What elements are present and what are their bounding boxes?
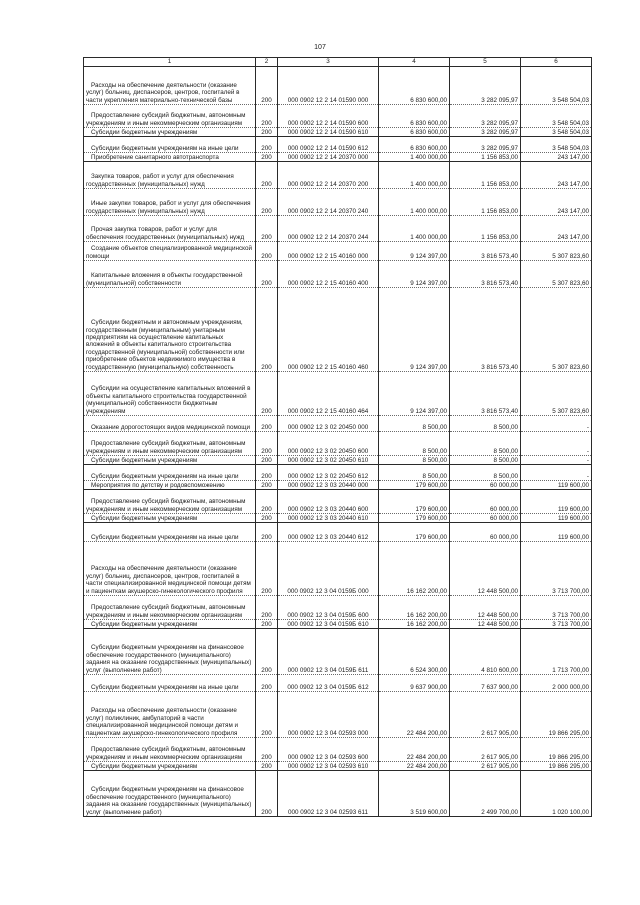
expense-name-cell [84,128,256,137]
table-row [84,490,592,514]
expense-name-cell [84,629,256,675]
remaining-amount-cell: 3 548 504,03 [521,128,592,137]
executed-amount-cell: 8 500,00 [450,465,521,481]
table-row [84,675,592,692]
table-row [84,261,592,288]
approved-amount-cell: 1 400 000,00 [379,189,450,216]
table-row [84,137,592,153]
approved-amount-cell: 6 830 600,00 [379,128,450,137]
remaining-amount-cell: - [521,432,592,456]
line-code-cell: 200 [256,288,278,372]
page-number: 107 [314,44,326,51]
expense-name: Субсидии бюджетным учреждениям на финансовое обеспечение государственного (муниципального) задания на оказание государственных (муниципальных) услуг (выполнение работ) [86,786,252,816]
classification-code-cell: 000 0902 12 2 14 20370 244 [278,216,379,242]
line-code-cell: 200 [256,372,278,416]
executed-amount-cell: 7 637 900,00 [450,675,521,692]
classification-code-cell: 000 0902 12 3 04 0159Б 610 [278,620,379,629]
table-row [84,771,592,817]
executed-amount-cell: 2 617 905,00 [450,762,521,771]
expense-name: Предоставление субсидий бюджетным, автономным учреждениям и иным некоммерческим организациям [86,112,246,127]
line-code-cell: 200 [256,771,278,817]
expense-name: Закупка товаров, работ и услуг для обеспечения государственных (муниципальных) нужд [86,173,234,188]
expense-name-cell [84,490,256,514]
line-code-cell: 200 [256,137,278,153]
expense-name-cell [84,514,256,523]
column-header-5: 5 [450,58,521,67]
expense-name-cell [84,162,256,189]
expense-name: Капитальные вложения в объекты государственной (муниципальной) собственности [86,272,243,287]
executed-amount-cell: 3 816 573,40 [450,372,521,416]
classification-code-cell: 000 0902 12 2 15 40160 000 [278,242,379,261]
executed-amount-cell: 60 000,00 [450,490,521,514]
approved-amount-cell: 3 519 600,00 [379,771,450,817]
classification-code-cell: 000 0902 12 2 14 20370 240 [278,189,379,216]
table-row [84,596,592,620]
line-code-cell: 200 [256,67,278,105]
table-row [84,162,592,189]
executed-amount-cell: 4 810 600,00 [450,629,521,675]
expense-name-cell [84,481,256,490]
approved-amount-cell: 1 400 000,00 [379,153,450,162]
executed-amount-cell: 12 448 500,00 [450,542,521,596]
expense-name-cell [84,771,256,817]
executed-amount-cell: 3 816 573,40 [450,261,521,288]
expense-name: Субсидии бюджетным учреждениям на иные цели [91,472,239,480]
classification-code-cell: 000 0902 12 3 03 20440 600 [278,490,379,514]
remaining-amount-cell: 19 866 295,00 [521,738,592,762]
line-code-cell: 200 [256,242,278,261]
expense-name-cell [84,153,256,162]
table-row [84,128,592,137]
executed-amount-cell: 1 156 853,00 [450,162,521,189]
expense-name: Предоставление субсидий бюджетным, автономным учреждениям и иным некоммерческим организациям [86,498,246,513]
executed-amount-cell: 1 156 853,00 [450,216,521,242]
expense-name: Субсидии бюджетным учреждениям на иные цели [91,144,239,152]
expense-name: Субсидии бюджетным учреждениям на финансовое обеспечение государственного (муниципального) задания на оказание государственных (муниципальных) услуг (выполнение работ) [86,644,252,674]
table-row [84,67,592,105]
executed-amount-cell: 8 500,00 [450,416,521,432]
expense-name-cell [84,416,256,432]
remaining-amount-cell: - [521,416,592,432]
table-row [84,288,592,372]
executed-amount-cell: 8 500,00 [450,456,521,465]
column-number-row [84,58,592,67]
approved-amount-cell: 1 400 000,00 [379,216,450,242]
expense-name-cell [84,542,256,596]
classification-code-cell: 000 0902 12 3 04 02593 611 [278,771,379,817]
expense-name-cell [84,596,256,620]
approved-amount-cell: 8 500,00 [379,465,450,481]
line-code-cell: 200 [256,675,278,692]
approved-amount-cell: 9 637 900,00 [379,675,450,692]
table-row [84,432,592,456]
line-code-cell: 200 [256,762,278,771]
table-row [84,481,592,490]
expense-name: Субсидии бюджетным учреждениям [91,762,198,770]
remaining-amount-cell: 1 020 100,00 [521,771,592,817]
line-code-cell: 200 [256,542,278,596]
expense-name-cell [84,465,256,481]
line-code-cell: 200 [256,416,278,432]
remaining-amount-cell: 2 000 000,00 [521,675,592,692]
expense-name: Субсидии на осуществление капитальных вложений в объекты капитального строительства государственной (муниципальной) собственности бюджетным учреждениям [86,385,251,415]
expense-name: Мероприятия по детству и родовспоможению [91,481,225,489]
remaining-amount-cell: 119 600,00 [521,490,592,514]
table-row [84,738,592,762]
expense-name: Расходы на обеспечение деятельности (оказание услуг) больниц, диспансеров, центров, госпиталей в части специализированной медицинской помощи детям и пациенткам акушерско-гинекологического профиля [86,565,251,595]
column-header-6: 6 [521,58,592,67]
approved-amount-cell: 6 830 600,00 [379,105,450,128]
budget-table [83,57,592,817]
line-code-cell: 200 [256,162,278,189]
classification-code-cell: 000 0902 12 2 15 40160 400 [278,261,379,288]
remaining-amount-cell: 5 307 823,60 [521,288,592,372]
column-header-2: 2 [256,58,278,67]
expense-name: Создание объектов специализированной медицинской помощи [86,245,252,260]
line-code-cell: 200 [256,490,278,514]
expense-name-cell [84,288,256,372]
expense-name: Субсидии бюджетным учреждениям на иные цели [91,533,239,541]
expense-name-cell [84,216,256,242]
classification-code-cell: 000 0902 12 2 15 40160 460 [278,288,379,372]
line-code-cell: 200 [256,596,278,620]
classification-code-cell: 000 0902 12 3 04 02593 600 [278,738,379,762]
line-code-cell: 200 [256,261,278,288]
table-row [84,189,592,216]
remaining-amount-cell: 3 548 504,03 [521,67,592,105]
executed-amount-cell: 2 617 905,00 [450,738,521,762]
remaining-amount-cell: 243 147,00 [521,153,592,162]
table-row [84,465,592,481]
classification-code-cell: 000 0902 12 2 14 20370 000 [278,153,379,162]
remaining-amount-cell: 119 600,00 [521,514,592,523]
table-row [84,692,592,738]
table-row [84,416,592,432]
approved-amount-cell: 9 124 397,00 [379,288,450,372]
expense-name-cell [84,762,256,771]
expense-name: Прочая закупка товаров, работ и услуг для обеспечения государственных (муниципальных) нужд [86,226,245,241]
classification-code-cell: 000 0902 12 3 04 02593 610 [278,762,379,771]
classification-code-cell: 000 0902 12 2 14 01590 600 [278,105,379,128]
line-code-cell: 200 [256,692,278,738]
expense-name: Предоставление субсидий бюджетным, автономным учреждениям и иным некоммерческим организациям [86,746,246,761]
line-code-cell: 200 [256,620,278,629]
executed-amount-cell: 3 282 095,97 [450,105,521,128]
line-code-cell: 200 [256,465,278,481]
expense-name-cell [84,242,256,261]
line-code-cell: 200 [256,514,278,523]
expense-name: Оказание дорогостоящих видов медицинской помощи [91,423,250,431]
classification-code-cell: 000 0902 12 2 14 01590 610 [278,128,379,137]
expense-name: Предоставление субсидий бюджетным, автономным учреждениям и иным некоммерческим организациям [86,604,246,619]
approved-amount-cell: 9 124 397,00 [379,372,450,416]
column-header-4: 4 [379,58,450,67]
expense-name: Субсидии бюджетным и автономным учреждениям, государственным (муниципальным) унитарным предприятиям на осуществление капитальных вложений в объекты капитального строительства государственной (муниципальной) собственности или приобретение объектов недвижимого имущества в государственную (муниципальную) собственность [86,319,245,371]
remaining-amount-cell: 3 713 700,00 [521,596,592,620]
expense-name: Субсидии бюджетным учреждениям на иные цели [91,683,239,691]
line-code-cell: 200 [256,189,278,216]
remaining-amount-cell: 19 866 295,00 [521,762,592,771]
table-row [84,620,592,629]
executed-amount-cell: 3 816 573,40 [450,242,521,261]
approved-amount-cell: 9 124 397,00 [379,242,450,261]
expense-name: Субсидии бюджетным учреждениям [91,514,198,522]
remaining-amount-cell: 119 600,00 [521,523,592,542]
table-row [84,216,592,242]
classification-code-cell: 000 0902 12 3 02 20450 610 [278,456,379,465]
approved-amount-cell: 179 600,00 [379,481,450,490]
remaining-amount-cell: 119 600,00 [521,481,592,490]
line-code-cell: 200 [256,128,278,137]
expense-name-cell [84,692,256,738]
expense-name: Предоставление субсидий бюджетным, автономным учреждениям и иным некоммерческим организациям [86,440,246,455]
table-row [84,105,592,128]
remaining-amount-cell: - [521,465,592,481]
line-code-cell: 200 [256,153,278,162]
executed-amount-cell: 8 500,00 [450,432,521,456]
executed-amount-cell: 1 156 853,00 [450,189,521,216]
approved-amount-cell: 6 830 600,00 [379,67,450,105]
column-header-3: 3 [278,58,379,67]
remaining-amount-cell: 5 307 823,60 [521,372,592,416]
line-code-cell: 200 [256,432,278,456]
expense-name-cell [84,738,256,762]
remaining-amount-cell: 3 548 504,03 [521,137,592,153]
expense-name: Субсидии бюджетным учреждениям [91,620,198,628]
table-body [84,67,592,817]
remaining-amount-cell: 3 713 700,00 [521,620,592,629]
line-code-cell: 200 [256,523,278,542]
expense-name-cell [84,189,256,216]
line-code-cell: 200 [256,456,278,465]
remaining-amount-cell: 1 713 700,00 [521,629,592,675]
table-row [84,762,592,771]
column-header-1: 1 [84,58,256,67]
executed-amount-cell: 1 156 853,00 [450,153,521,162]
executed-amount-cell: 2 499 700,00 [450,771,521,817]
expense-name-cell [84,456,256,465]
table-header [84,58,592,67]
executed-amount-cell: 60 000,00 [450,523,521,542]
classification-code-cell: 000 0902 12 3 04 0159Б 611 [278,629,379,675]
approved-amount-cell: 6 524 300,00 [379,629,450,675]
expense-name-cell [84,523,256,542]
expense-name-cell [84,675,256,692]
approved-amount-cell: 16 162 200,00 [379,542,450,596]
executed-amount-cell: 2 617 905,00 [450,692,521,738]
approved-amount-cell: 22 484 200,00 [379,692,450,738]
remaining-amount-cell: - [521,456,592,465]
classification-code-cell: 000 0902 12 3 04 0159Б 000 [278,542,379,596]
expense-name-cell [84,261,256,288]
classification-code-cell: 000 0902 12 3 02 20450 612 [278,465,379,481]
line-code-cell: 200 [256,629,278,675]
remaining-amount-cell: 19 866 295,00 [521,692,592,738]
classification-code-cell: 000 0902 12 2 14 01590 612 [278,137,379,153]
executed-amount-cell: 60 000,00 [450,481,521,490]
approved-amount-cell: 179 600,00 [379,514,450,523]
executed-amount-cell: 60 000,00 [450,514,521,523]
executed-amount-cell: 12 448 500,00 [450,596,521,620]
classification-code-cell: 000 0902 12 3 02 20450 000 [278,416,379,432]
remaining-amount-cell: 3 713 700,00 [521,542,592,596]
classification-code-cell: 000 0902 12 3 04 0159Б 600 [278,596,379,620]
remaining-amount-cell: 5 307 823,60 [521,242,592,261]
table-row [84,629,592,675]
table-row [84,242,592,261]
approved-amount-cell: 179 600,00 [379,490,450,514]
executed-amount-cell: 3 282 095,97 [450,137,521,153]
classification-code-cell: 000 0902 12 2 14 20370 200 [278,162,379,189]
executed-amount-cell: 3 282 095,97 [450,128,521,137]
expense-name: Приобретение санитарного автотранспорта [91,153,219,161]
approved-amount-cell: 16 162 200,00 [379,620,450,629]
approved-amount-cell: 16 162 200,00 [379,596,450,620]
expense-name-cell [84,67,256,105]
expense-name-cell [84,105,256,128]
table-row [84,456,592,465]
executed-amount-cell: 3 816 573,40 [450,288,521,372]
classification-code-cell: 000 0902 12 3 04 02593 000 [278,692,379,738]
expense-name: Расходы на обеспечение деятельности (оказание услуг) больниц, диспансеров, центров, госпиталей в части укрепления материально-технической базы [86,81,240,104]
line-code-cell: 200 [256,481,278,490]
classification-code-cell: 000 0902 12 3 03 20440 612 [278,523,379,542]
expense-name-cell [84,620,256,629]
expense-name-cell [84,432,256,456]
expense-name: Субсидии бюджетным учреждениям [91,128,198,136]
classification-code-cell: 000 0902 12 3 03 20440 610 [278,514,379,523]
approved-amount-cell: 8 500,00 [379,416,450,432]
table-row [84,514,592,523]
classification-code-cell: 000 0902 12 2 15 40160 464 [278,372,379,416]
remaining-amount-cell: 3 548 504,03 [521,105,592,128]
approved-amount-cell: 22 484 200,00 [379,738,450,762]
approved-amount-cell: 22 484 200,00 [379,762,450,771]
line-code-cell: 200 [256,105,278,128]
expense-name: Иные закупки товаров, работ и услуг для обеспечения государственных (муниципальных) нужд [86,200,251,215]
classification-code-cell: 000 0902 12 3 03 20440 000 [278,481,379,490]
line-code-cell: 200 [256,216,278,242]
classification-code-cell: 000 0902 12 3 02 20450 600 [278,432,379,456]
expense-name: Субсидии бюджетным учреждениям [91,456,198,464]
approved-amount-cell: 8 500,00 [379,456,450,465]
remaining-amount-cell: 243 147,00 [521,162,592,189]
table-row [84,153,592,162]
approved-amount-cell: 8 500,00 [379,432,450,456]
table-row [84,523,592,542]
remaining-amount-cell: 243 147,00 [521,216,592,242]
expense-name-cell [84,372,256,416]
table-row [84,542,592,596]
table-row [84,372,592,416]
executed-amount-cell: 12 448 500,00 [450,620,521,629]
classification-code-cell: 000 0902 12 3 04 0159Б 612 [278,675,379,692]
remaining-amount-cell: 243 147,00 [521,189,592,216]
approved-amount-cell: 1 400 000,00 [379,162,450,189]
expense-name-cell [84,137,256,153]
approved-amount-cell: 9 124 397,00 [379,261,450,288]
line-code-cell: 200 [256,738,278,762]
executed-amount-cell: 3 282 095,97 [450,67,521,105]
expense-name: Расходы на обеспечение деятельности (оказание услуг) поликлиник, амбулаторий в части специализированной медицинской помощи детям и пациенткам акушерско-гинекологического профиля [86,707,239,737]
approved-amount-cell: 6 830 600,00 [379,137,450,153]
approved-amount-cell: 179 600,00 [379,523,450,542]
classification-code-cell: 000 0902 12 2 14 01590 000 [278,67,379,105]
remaining-amount-cell: 5 307 823,60 [521,261,592,288]
